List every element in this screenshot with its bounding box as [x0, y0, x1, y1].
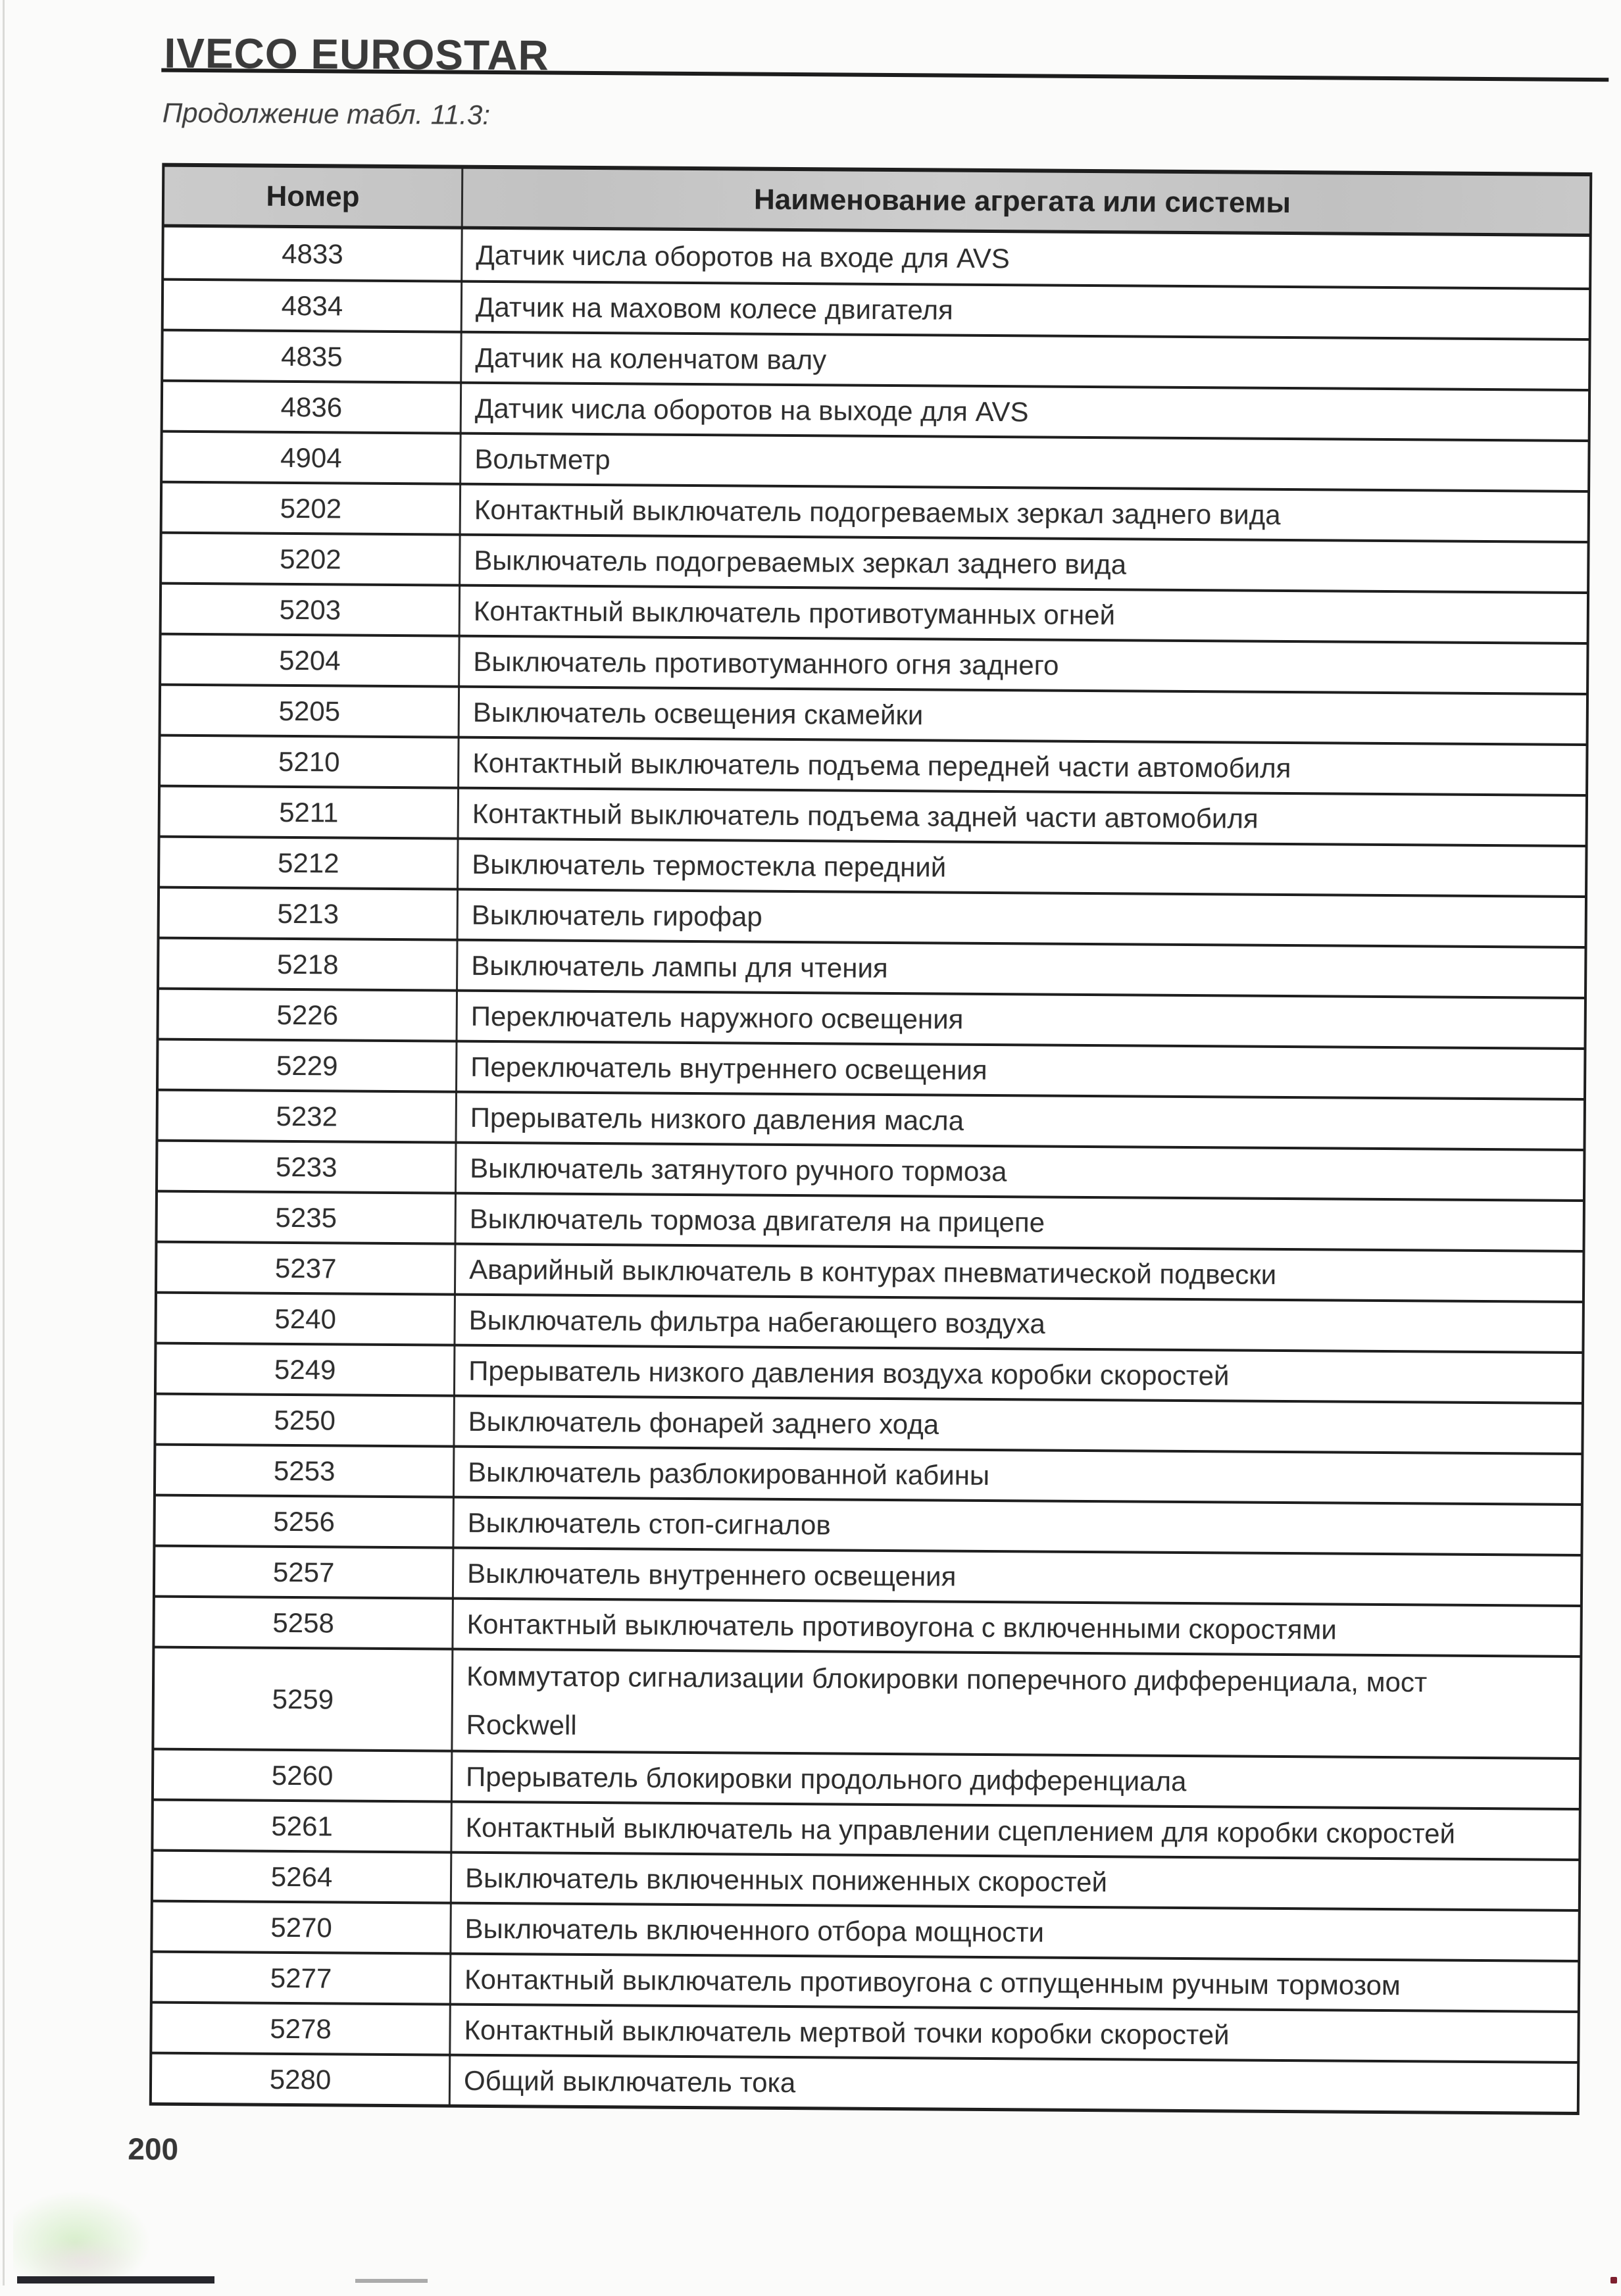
- scan-artifact-bottom-bar: [17, 2276, 214, 2284]
- table-row: [162, 532, 1587, 591]
- row-number-cell: 5232: [159, 1091, 457, 1141]
- row-number-cell: 5264: [153, 1852, 452, 1902]
- row-number-cell: 5203: [162, 585, 461, 635]
- row-name-cell: Выключатель включенного отбора мощности: [464, 1912, 1045, 1948]
- table-row: [155, 1595, 1580, 1655]
- table-row: [162, 582, 1587, 642]
- row-number-cell: 5212: [160, 838, 459, 888]
- row-name-cell: Выключатель тормоза двигателя на прицепе: [469, 1203, 1045, 1238]
- table-body: [152, 228, 1589, 2112]
- table-row: [162, 481, 1587, 541]
- table-row: [163, 329, 1588, 389]
- table-row: [153, 1799, 1578, 1859]
- row-number-cell: 4833: [164, 228, 463, 280]
- row-name-cell: Вольтметр: [474, 443, 611, 475]
- row-name-cell: Выключатель внутреннего освещения: [467, 1557, 957, 1592]
- table-row: [153, 1900, 1578, 1960]
- row-number-cell: 5213: [160, 889, 459, 939]
- row-number-cell: 5260: [154, 1751, 453, 1801]
- row-name-cell: Выключатель противотуманного огня заднего: [473, 645, 1059, 681]
- table-row: [161, 785, 1585, 845]
- table-row: [160, 886, 1585, 946]
- row-number-cell: 5202: [162, 484, 461, 534]
- table-row: [160, 836, 1585, 895]
- table-row: [157, 1291, 1582, 1351]
- row-number-cell: 5261: [153, 1801, 452, 1851]
- row-number-cell: 5258: [155, 1598, 453, 1648]
- table-continuation-note: Продолжение табл. 11.3:: [162, 97, 491, 130]
- row-name-cell: Выключатель разблокированной кабины: [468, 1456, 990, 1491]
- row-number-cell: 5249: [157, 1345, 455, 1395]
- row-number-cell: 5205: [161, 686, 460, 736]
- table-row: [153, 1849, 1578, 1909]
- row-name-cell: Контактный выключатель подъема передней части автомобиля: [472, 747, 1291, 784]
- scan-artifact-bottom-bar-2: [355, 2279, 428, 2283]
- row-name-cell: Выключатель термостекла передний: [472, 848, 947, 883]
- table-row: [161, 684, 1586, 743]
- row-number-cell: 5229: [159, 1041, 457, 1091]
- row-number-cell: 5257: [155, 1547, 454, 1597]
- row-name-cell: Прерыватель низкого давления воздуха коробки скоростей: [468, 1355, 1230, 1391]
- row-number-cell: 5235: [157, 1193, 456, 1243]
- table-row: [161, 734, 1585, 794]
- row-name-cell: Выключатель стоп-сигналов: [467, 1507, 831, 1540]
- row-name-cell: Контактный выключатель подъема задней части автомобиля: [472, 797, 1259, 834]
- scan-edge-line: [3, 0, 5, 2285]
- row-number-cell: 5202: [162, 534, 461, 584]
- table-row: [154, 1748, 1579, 1808]
- row-name-cell: Переключатель внутреннего освещения: [470, 1051, 987, 1086]
- row-name-cell: Контактный выключатель подогреваемых зеркал заднего вида: [474, 493, 1281, 530]
- row-number-cell: 4904: [162, 433, 461, 483]
- table-row: [157, 1342, 1582, 1402]
- table-row: [156, 1393, 1581, 1453]
- row-number-cell: 5237: [157, 1243, 456, 1293]
- row-name-cell: Датчик числа оборотов на входе для AVS: [476, 239, 1010, 274]
- row-number-cell: 4835: [163, 332, 462, 382]
- table-row: [154, 1646, 1580, 1757]
- row-name-cell: Контактный выключатель противотуманных огней: [473, 595, 1116, 630]
- row-number-cell: 5253: [156, 1446, 455, 1496]
- table-row: [157, 1190, 1582, 1250]
- row-name-cell: Контактный выключатель мертвой точки коробки скоростей: [464, 2014, 1230, 2050]
- row-name-cell: Датчик числа оборотов на выходе для AVS: [474, 392, 1029, 427]
- row-name-cell: Датчик на маховом колесе двигателя: [475, 291, 953, 326]
- table-row: [155, 1545, 1580, 1605]
- row-number-cell: 5210: [161, 737, 459, 787]
- table-row: [152, 2001, 1577, 2061]
- row-number-cell: 5250: [156, 1395, 455, 1445]
- row-name-cell: Контактный выключатель на управлении сцеплением для коробки скоростей: [465, 1811, 1456, 1849]
- table-row: [163, 380, 1588, 439]
- page-number: 200: [128, 2132, 179, 2166]
- table-row: [164, 228, 1589, 287]
- row-number-cell: 5240: [157, 1294, 455, 1344]
- table-row: [155, 1494, 1580, 1554]
- table-row: [158, 1139, 1583, 1199]
- row-name-cell: Выключатель затянутого ручного тормоза: [470, 1152, 1007, 1187]
- table-row: [164, 278, 1589, 338]
- table-row: [152, 2052, 1577, 2112]
- row-name-cell: Прерыватель низкого давления масла: [470, 1101, 964, 1136]
- row-name-cell: Выключатель гирофар: [471, 899, 762, 932]
- row-number-cell: 5226: [159, 990, 458, 1040]
- table-row: [159, 1038, 1584, 1098]
- row-number-cell: 5204: [161, 636, 460, 686]
- row-name-cell: Общий выключатель тока: [463, 2064, 796, 2098]
- row-name-cell: Прерыватель блокировки продольного дифференциала: [465, 1760, 1187, 1797]
- table-row: [161, 633, 1586, 693]
- table-row: [156, 1443, 1581, 1503]
- row-number-cell: 5233: [158, 1142, 457, 1192]
- row-name-cell: Контактный выключатель противоугона с включенными скоростями: [466, 1608, 1337, 1645]
- table-row: [157, 1241, 1582, 1301]
- row-number-cell: 5270: [153, 1903, 451, 1953]
- row-number-cell: 4836: [163, 382, 462, 432]
- row-name-cell: Датчик на коленчатом валу: [475, 341, 827, 375]
- header-number: Номер: [164, 167, 464, 226]
- row-name-cell: Выключатель фонарей заднего хода: [468, 1405, 939, 1440]
- table-row: [159, 987, 1584, 1047]
- table-row: [159, 937, 1584, 997]
- row-name-cell: Выключатель освещения скамейки: [472, 696, 924, 730]
- table-row: [159, 1089, 1584, 1149]
- row-number-cell: 5277: [153, 1953, 451, 2003]
- row-name-cell: Контактный выключатель противоугона с отпущенным ручным тормозом: [464, 1963, 1401, 2001]
- table-row: [162, 430, 1587, 490]
- header-name: Наименование агрегата или системы: [753, 183, 1291, 219]
- parts-table: [149, 163, 1593, 2115]
- row-name-cell: Коммутатор сигнализации блокировки поперечного дифференциала, мост Rockwell: [466, 1660, 1428, 1741]
- brand-title: IVECO EUROSTAR: [164, 29, 550, 80]
- row-name-cell: Выключатель лампы для чтения: [471, 949, 888, 984]
- table-header-row: [164, 167, 1590, 237]
- row-number-cell: 5211: [161, 787, 459, 837]
- row-name-cell: Выключатель включенных пониженных скоростей: [464, 1862, 1108, 1897]
- row-name-cell: Выключатель подогреваемых зеркал заднего вида: [474, 544, 1127, 580]
- scan-artifact-red-dot: [1610, 2277, 1617, 2284]
- row-number-cell: 5280: [152, 2055, 451, 2105]
- row-number-cell: 5218: [159, 939, 458, 989]
- row-number-cell: 5259: [154, 1649, 453, 1750]
- row-name-cell: Аварийный выключатель в контурах пневматической подвески: [469, 1253, 1277, 1290]
- row-number-cell: 4834: [164, 281, 462, 331]
- row-name-cell: Переключатель наружного освещения: [470, 1000, 964, 1035]
- row-name-cell: Выключатель фильтра набегающего воздуха: [468, 1304, 1045, 1339]
- table-row: [153, 1951, 1578, 2010]
- row-number-cell: 5256: [155, 1497, 454, 1547]
- row-number-cell: 5278: [152, 2004, 451, 2054]
